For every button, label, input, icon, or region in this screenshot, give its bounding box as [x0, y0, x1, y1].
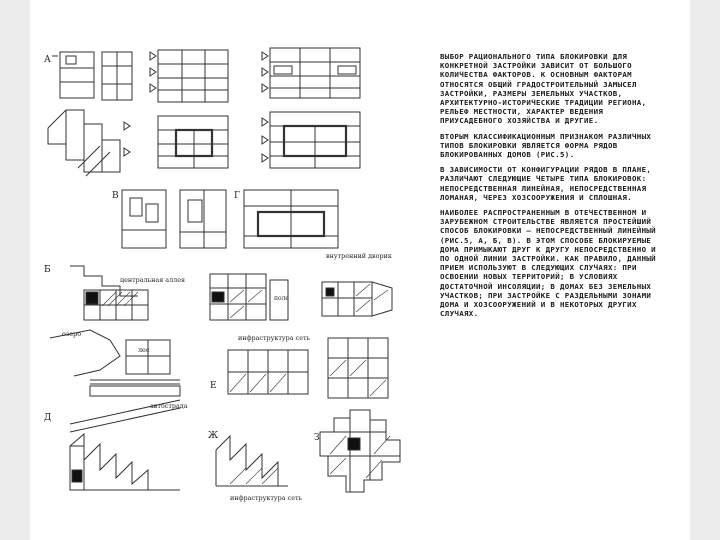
plan-row-linear-1: [44, 48, 360, 102]
label-central-alley: центральная аллея: [120, 276, 186, 284]
plan-row-linear-2: [112, 190, 338, 248]
label-field: поле: [274, 295, 289, 302]
panel-letter-z: З: [314, 433, 320, 443]
paragraph-configuration: В ЗАВИСИМОСТИ ОТ КОНФИГУРАЦИИ РЯДОВ В ПЛАНЕ, РАЗЛИЧАЮТ СЛЕДУЮЩИЕ ЧЕТЫРЕ ТИПА БЛОКИРОВОК: НЕПОСРЕДСТВЕННАЯ ЛИНЕЙНАЯ, НЕПОСРЕДСТВЕННАЯ ЛОМАНАЯ, ЧЕРЕЗ ХОЗСООРУЖЕНИЯ И СПЛОШНАЯ.: [440, 165, 652, 202]
label-motorway: автострада: [150, 402, 188, 410]
text-column: [440, 52, 662, 324]
panel-letter-a: А: [44, 55, 51, 65]
label-forest: лес: [138, 346, 150, 354]
paragraph-classification: ВТОРЫМ КЛАССИФИКАЦИОННЫМ ПРИЗНАКОМ РАЗЛИЧНЫХ ТИПОВ БЛОКИРОВКИ ЯВЛЯЕТСЯ ФОРМА РЯДОВ БЛОКИРОВАННЫХ ДОМОВ (РИС.5).: [440, 131, 652, 160]
plan-row-hatched-1: [44, 252, 392, 320]
blocking-types-figure: [30, 0, 440, 540]
paragraph-blocking-choice: ВЫБОР РАЦИОНАЛЬНОГО ТИПА БЛОКИРОВКИ ДЛЯ КОНКРЕТНОЙ ЗАСТРОЙКИ ЗАВИСИТ ОТ БОЛЬШОГО КОЛИЧЕСТВА ФАКТОРОВ. К ОСНОВНЫМ ФАКТОРАМ ОТНОСЯТСЯ ОБЩИЙ ГРАДОСТРОИТЕЛЬНЫЙ ЗАМЫСЕЛ ЗАСТРОЙКИ, РАЗМЕРЫ ЗЕМЕЛЬНЫХ УЧАСТКОВ, АРХИТЕКТУРНО-ИСТОРИЧЕСКИЕ ТРАДИЦИИ РЕГИОНА, РЕЛЬЕФ МЕСТНОСТИ, ХАРАКТЕР ВЕДЕНИЯ ПРИУСАДЕБНОГО ХОЗЯЙСТВА И ДРУГИЕ.: [440, 52, 647, 126]
panel-letter-v: В: [112, 191, 119, 201]
panel-letter-e: Е: [210, 381, 217, 391]
right-margin-strip: [690, 0, 720, 540]
label-utility-network: инфраструктура сеть: [238, 334, 310, 342]
label-utility-network-2: инфраструктура сеть: [230, 494, 302, 502]
label-lake: озеро: [62, 330, 82, 338]
plan-row-stepped: [48, 110, 360, 176]
plan-row-hatched-2: [50, 330, 388, 398]
panel-letter-zh: Ж: [208, 431, 219, 441]
plan-row-hatched-3: [44, 400, 400, 502]
blocking-plans-drawing: [30, 0, 440, 540]
panel-letter-d: Д: [44, 413, 52, 423]
panel-letter-g: Г: [234, 191, 240, 201]
paragraph-linear-blocking: НАИБОЛЕЕ РАСПРОСТРАНЕННЫМ В ОТЕЧЕСТВЕННОМ И ЗАРУБЕЖНОМ СТРОИТЕЛЬСТВЕ ЯВЛЯЕТСЯ ПРОСТЕЙШИЙ СПОСОБ БЛОКИРОВКИ — НЕПОСРЕДСТВЕННЫЙ ЛИНЕЙНЫЙ (РИС.5, А, Б, В). В ЭТОМ СПОСОБЕ БЛОКИРУЕМЫЕ ДОМА ПРИМЫКАЮТ ДРУГ К ДРУГУ НЕПОСРЕДСТВЕННО И ПО ОДНОЙ ЛИНИИ ЗАСТРОЙКИ. КАК ПРАВИЛО, ДАННЫЙ ПРИЕМ ИСПОЛЬЗУЮТ В СЛЕДУЮЩИХ СЛУЧАЯХ: ПРИ ОСВОЕНИИ НОВЫХ ТЕРРИТОРИЙ; В УСЛОВИЯХ ДОСТАТОЧНОЙ ИНСОЛЯЦИИ; В ДОМАХ БЕЗ ЗЕМЕЛЬНЫХ УЧАСТКОВ; ПРИ ЗАСТРОЙКЕ С РАЗДЕЛЬНЫМИ ЗОНАМИ ДОМА И ХОЗСООРУЖЕНИЙ И В НЕКОТОРЫХ ДРУГИХ СЛУЧАЯХ.: [440, 208, 656, 319]
left-margin-strip: [0, 0, 30, 540]
label-inner-courtyard: внутренний дворик: [326, 252, 392, 260]
panel-letter-b: Б: [44, 265, 51, 275]
